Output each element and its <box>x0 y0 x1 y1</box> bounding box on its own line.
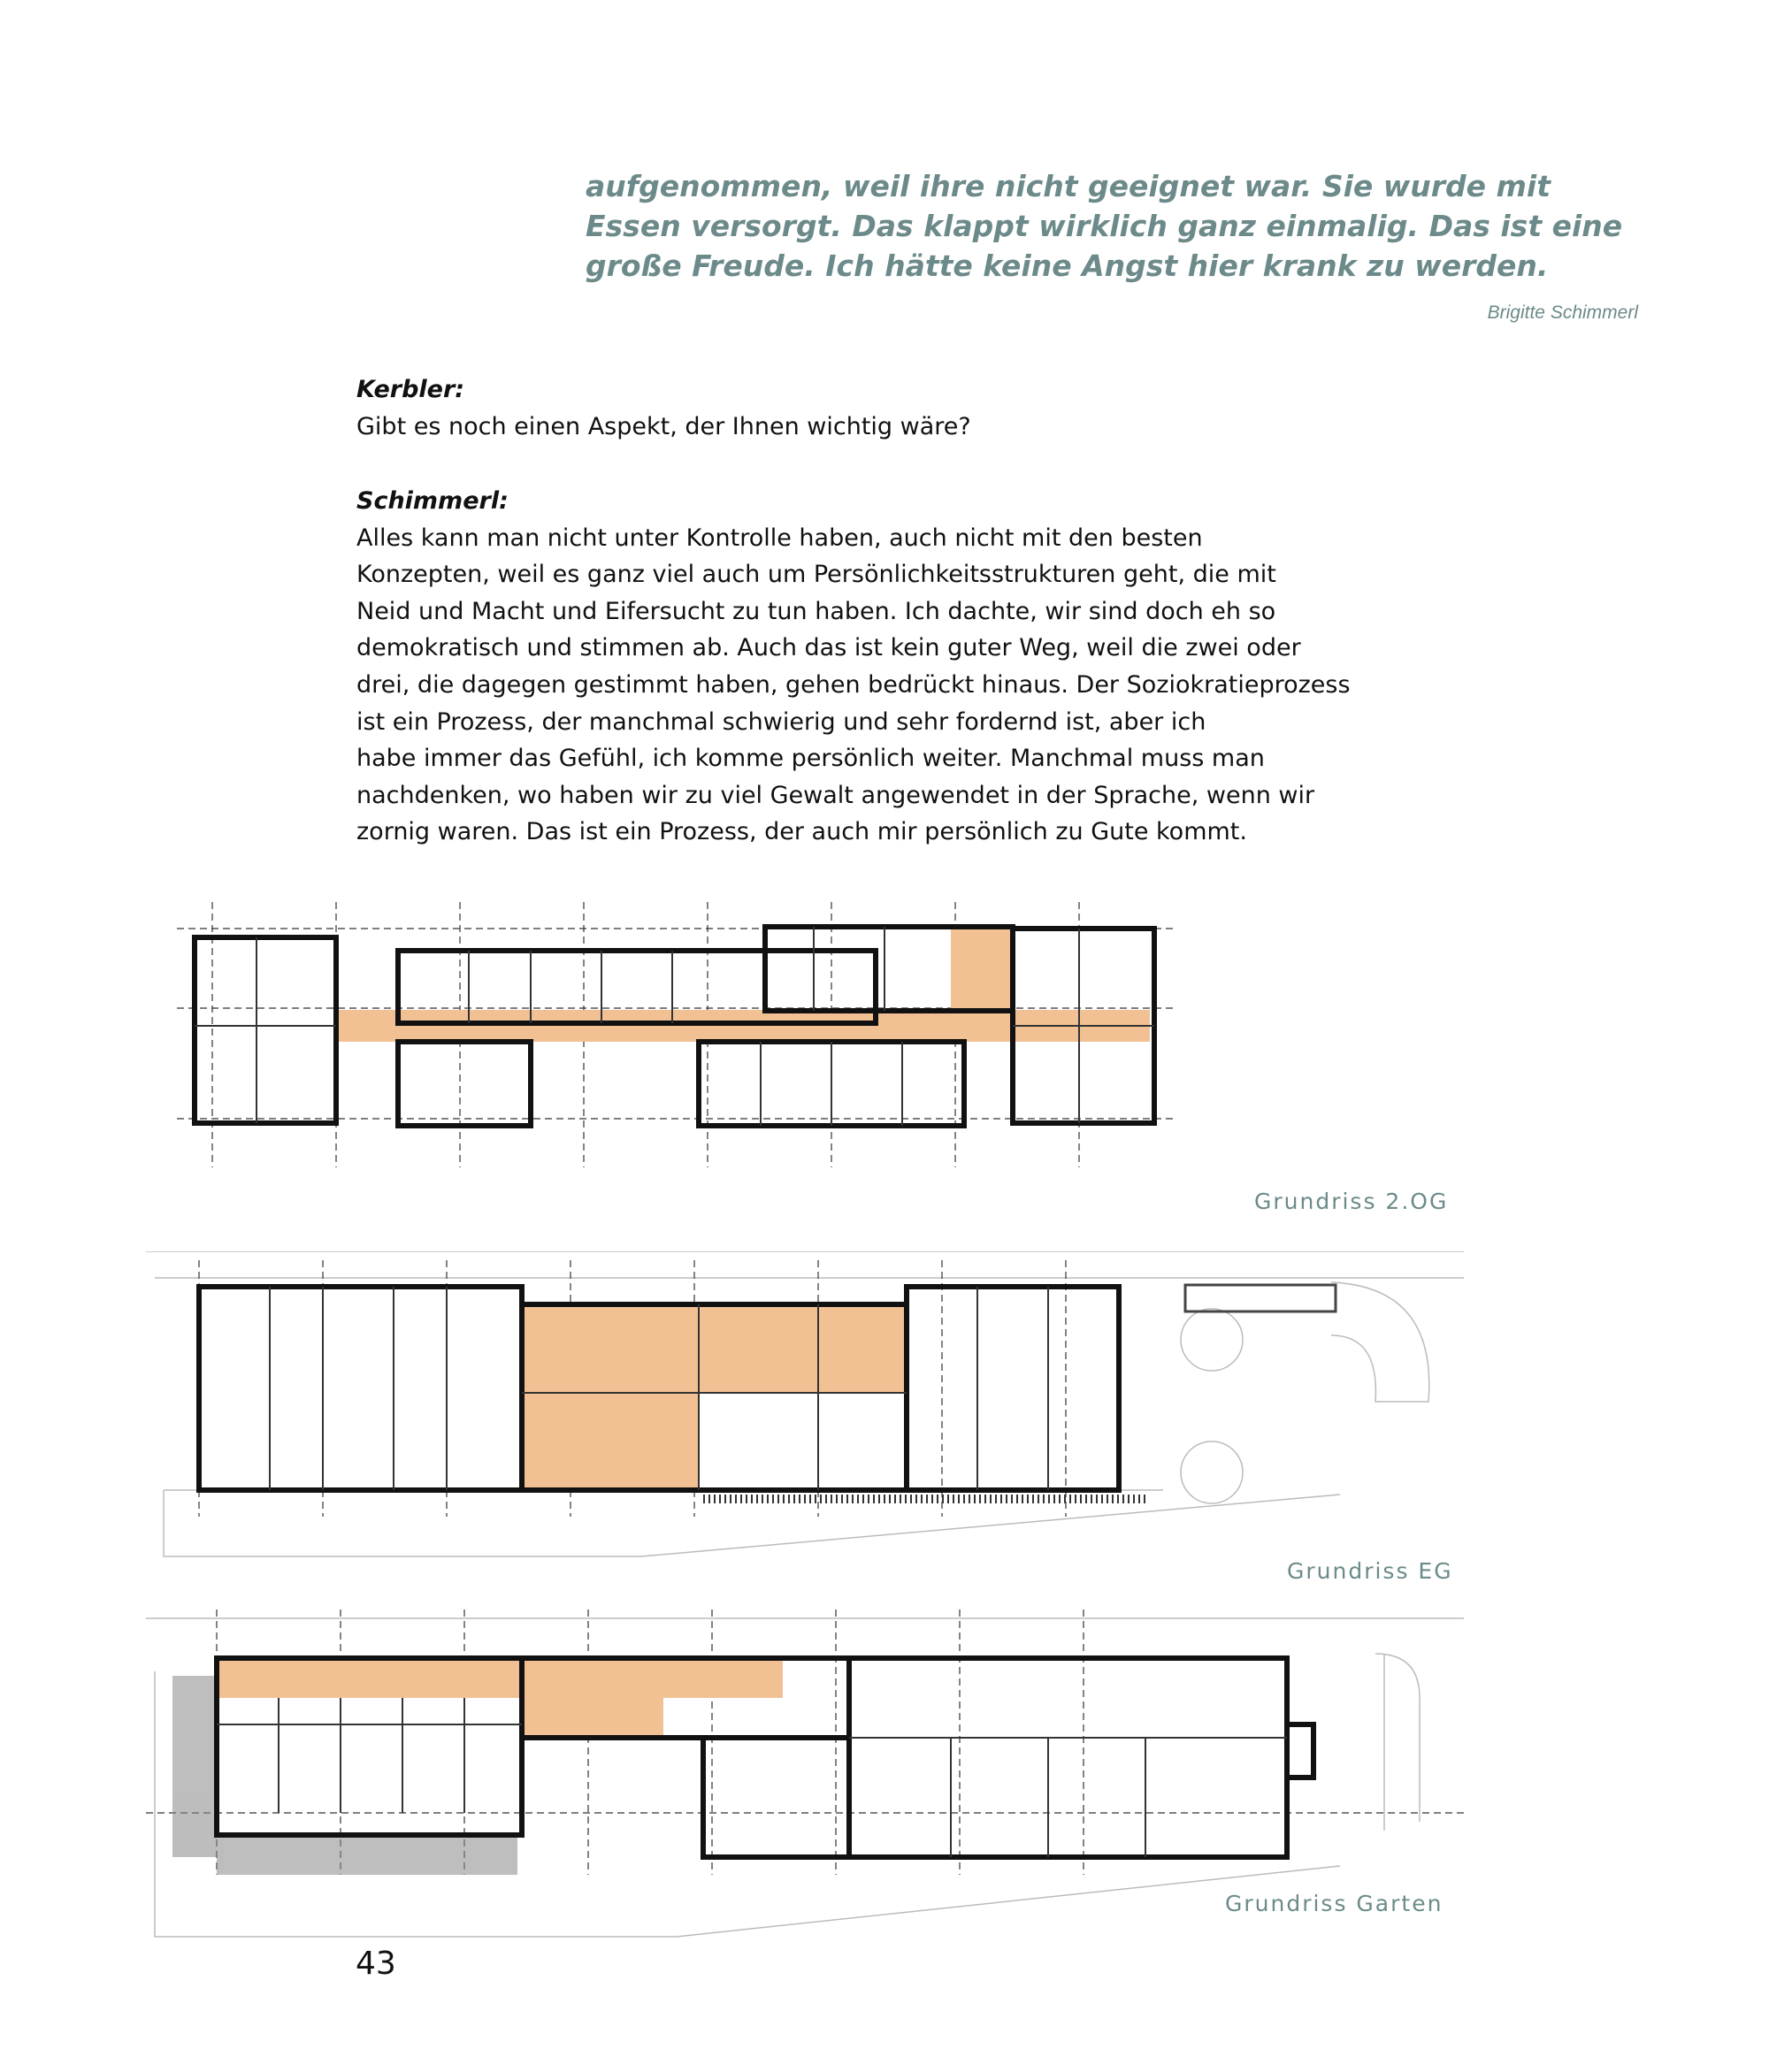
speaker-name: Kerbler: <box>356 376 465 403</box>
page-number: 43 <box>356 1946 396 1982</box>
floor-plan-eg <box>146 1251 1464 1570</box>
speaker-name: Schimmerl: <box>356 486 509 515</box>
quote-author: Brigitte Schimmerl <box>1487 302 1638 323</box>
plan-caption: Grundriss EG <box>1287 1558 1453 1584</box>
quote-line: aufgenommen, weil ihre nicht geeignet war. Sie wurde mit <box>586 169 1551 203</box>
quote-line: große Freude. Ich hätte keine Angst hier krank zu werden. <box>586 248 1549 283</box>
pull-quote <box>586 166 1691 286</box>
floor-plan-2og <box>177 902 1176 1167</box>
plan-caption: Grundriss 2.OG <box>1254 1189 1449 1214</box>
interview-text <box>356 371 1462 888</box>
speech-paragraph: Gibt es noch einen Aspekt, der Ihnen wichtig wäre? <box>356 413 971 440</box>
floor-plan-eg-drawing <box>146 1251 1464 1570</box>
speech-paragraph: Alles kann man nicht unter Kontrolle haben, auch nicht mit den besten Konzepten, weil es ganz viel auch um Persönlichkeitsstrukturen geht, die mit Neid und Macht und Eifersucht zu tun haben. Ich dachte, wir sind doch eh so demokratisch und stimmen ab. Auch das ist kein guter Weg, weil die zwei oder drei, die dagegen gestimmt haben, gehen bedrückt hinaus. Der Soziokratieprozess ist ein Prozess, der manchmal schwierig und sehr fordernd ist, aber ich habe immer das Gefühl, ich komme persönlich weiter. Manchmal muss man nachdenken, wo haben wir zu viel Gewalt angewendet in der Sprache, wenn wir zornig waren. Das ist ein Prozess, der auch mir persönlich zu Gute kommt. <box>356 524 1351 846</box>
quote-line: Essen versorgt. Das klappt wirklich ganz einmalig. Das ist eine <box>586 209 1623 243</box>
plan-caption: Grundriss Garten <box>1225 1891 1444 1916</box>
floor-plan-2og-drawing <box>177 902 1176 1167</box>
